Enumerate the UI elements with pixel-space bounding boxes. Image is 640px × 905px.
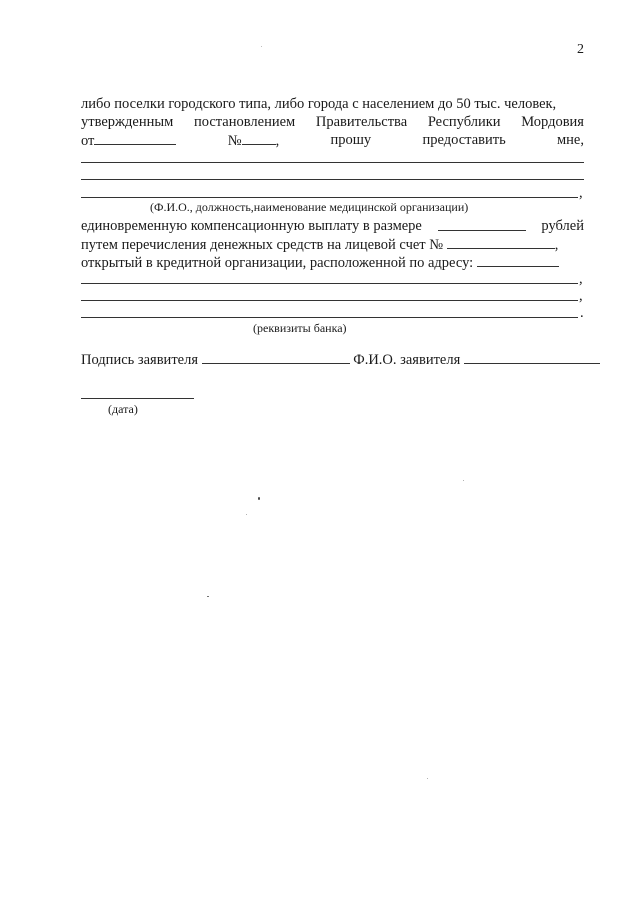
- intro-line-3: [81, 131, 584, 150]
- bank-blank-line-3: [81, 317, 578, 318]
- intro-word: Мордовия: [521, 114, 584, 130]
- account-comma: ,: [554, 237, 559, 253]
- scan-speck: [261, 46, 262, 47]
- request-word: прошу: [330, 132, 372, 148]
- number-field: [228, 131, 279, 150]
- date-caption: (дата): [108, 402, 138, 416]
- payment-line-3: [81, 253, 584, 272]
- applicant-comma: ,: [579, 185, 583, 201]
- signature-label: Подпись заявителя: [81, 352, 198, 368]
- provide-word: предоставить: [422, 132, 506, 148]
- applicant-blank-line-2: [81, 179, 584, 180]
- intro-word: постановлением: [193, 114, 296, 130]
- scan-speck: [258, 497, 260, 500]
- payment-address-text: открытый в кредитной организации, расположенной по адресу:: [81, 255, 474, 271]
- name-blank: [464, 350, 600, 364]
- bank-caption: (реквизиты банка): [253, 321, 347, 335]
- intro-line-1: либо поселки городского типа, либо города с населением до 50 тыс. человек,: [81, 96, 557, 112]
- number-sign: №: [227, 133, 242, 149]
- number-blank: [242, 131, 276, 145]
- payment-line-2: [81, 235, 584, 254]
- from-label: от: [81, 133, 95, 149]
- name-label: Ф.И.О. заявителя: [353, 352, 461, 368]
- intro-word: Республики: [427, 114, 501, 130]
- scan-speck: [207, 596, 209, 597]
- to-me-word: мне,: [557, 132, 584, 148]
- scan-speck: [246, 514, 247, 515]
- date-blank: [94, 131, 176, 145]
- bank-period: .: [580, 305, 584, 321]
- bank-comma-2: ,: [579, 288, 583, 304]
- applicant-caption: (Ф.И.О., должность,наименование медицинской организации): [150, 200, 469, 214]
- bank-comma-1: ,: [579, 271, 583, 287]
- applicant-blank-line-3: [81, 197, 578, 198]
- date-blank-line: [81, 398, 194, 399]
- page-number: 2: [577, 42, 584, 57]
- payment-line-1: [81, 217, 584, 235]
- bank-blank-line-2: [81, 300, 578, 301]
- scan-speck: [427, 778, 428, 779]
- signature-line: [81, 350, 584, 369]
- intro-line-2: [81, 113, 584, 131]
- bank-blank-line-1: [81, 283, 578, 284]
- payment-amount-text: единовременную компенсационную выплату в размере: [81, 218, 422, 234]
- applicant-blank-line-1: [81, 162, 584, 163]
- amount-blank: [438, 217, 526, 231]
- account-blank: [447, 235, 555, 249]
- intro-word: утвержденным: [81, 114, 174, 130]
- address-blank: [477, 253, 559, 267]
- from-date-field: [81, 131, 176, 150]
- number-comma: ,: [275, 133, 280, 149]
- signature-blank: [202, 350, 350, 364]
- intro-word: Правительства: [315, 114, 408, 130]
- scan-speck: [463, 480, 464, 481]
- payment-unit: рублей: [541, 218, 584, 234]
- payment-account-text: путем перечисления денежных средств на лицевой счет №: [81, 237, 444, 253]
